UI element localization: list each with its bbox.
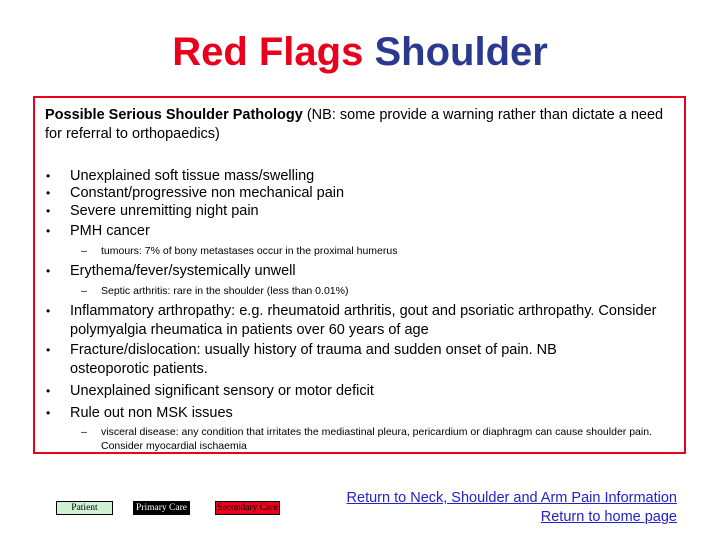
red-flag-list bbox=[35, 98, 684, 452]
bullet-icon: • bbox=[46, 406, 51, 420]
primary-care-button[interactable]: Primary Care bbox=[133, 501, 190, 515]
bullet-icon: • bbox=[46, 186, 51, 200]
bullet-icon: • bbox=[46, 169, 51, 183]
bullet-text: Fracture/dislocation: usually history of trauma and sudden onset of pain. NB osteoporotic patients. bbox=[70, 342, 557, 377]
dash-icon: – bbox=[81, 426, 87, 438]
title-red-part: Red Flags bbox=[172, 30, 364, 74]
title-blue-part: Shoulder bbox=[374, 30, 548, 74]
bullet-icon: • bbox=[46, 224, 51, 238]
bullet-text: Erythema/fever/systemically unwell bbox=[70, 263, 296, 279]
secondary-care-button[interactable]: Secondary Care bbox=[215, 501, 280, 515]
bullet-text: Inflammatory arthropathy: e.g. rheumatoid arthritis, gout and psoriatic arthropathy. Consider polymyalgia rheumatica in patients over 60 years of age bbox=[70, 303, 657, 338]
pathology-box bbox=[33, 96, 686, 454]
bullet-icon: • bbox=[46, 343, 51, 357]
bullet-icon: • bbox=[46, 264, 51, 278]
sub-text: tumours: 7% of bony metastases occur in the proximal humerus bbox=[101, 245, 398, 257]
bullet-text: Severe unremitting night pain bbox=[70, 203, 259, 219]
bullet-text: Unexplained soft tissue mass/swelling bbox=[70, 168, 315, 184]
intro-heading: Possible Serious Shoulder Pathology bbox=[45, 107, 303, 123]
bullet-icon: • bbox=[46, 304, 51, 318]
bullet-text: PMH cancer bbox=[70, 223, 150, 239]
bullet-text: Rule out non MSK issues bbox=[70, 405, 233, 421]
dash-icon: – bbox=[81, 285, 87, 297]
sub-text: Septic arthritis: rare in the shoulder (less than 0.01%) bbox=[101, 285, 349, 297]
page-title bbox=[0, 28, 720, 76]
dash-icon: – bbox=[81, 245, 87, 257]
bullet-text: Unexplained significant sensory or motor deficit bbox=[70, 383, 374, 399]
intro-note: (NB: some provide a warning rather than dictate a need for referral to orthopaedics) bbox=[45, 107, 664, 142]
neck-shoulder-arm-link[interactable]: Return to Neck, Shoulder and Arm Pain Information bbox=[346, 490, 677, 506]
patient-button[interactable]: Patient bbox=[56, 501, 113, 515]
home-page-link[interactable]: Return to home page bbox=[540, 509, 677, 525]
bullet-icon: • bbox=[46, 204, 51, 218]
sub-text: visceral disease: any condition that irritates the mediastinal pleura, pericardium or diaphragm can cause shoulder pain. Consider myocardial ischaemia bbox=[101, 426, 652, 452]
bullet-icon: • bbox=[46, 384, 51, 398]
bullet-text: Constant/progressive non mechanical pain bbox=[70, 185, 345, 201]
